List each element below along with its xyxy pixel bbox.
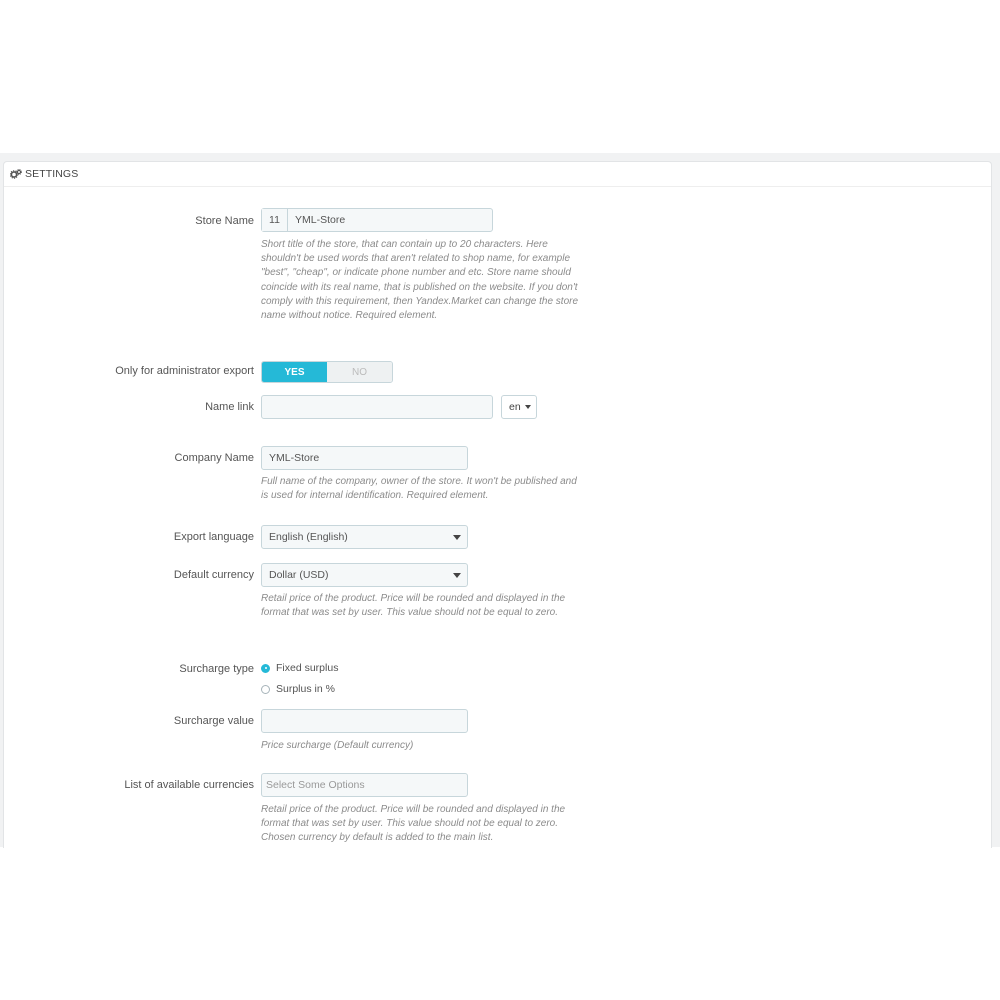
settings-panel — [3, 161, 992, 848]
caret-down-icon — [525, 405, 531, 409]
admin-export-label: Only for administrator export — [115, 365, 254, 377]
radio-unchecked-icon — [261, 685, 270, 694]
default-currency-value: Dollar (USD) — [269, 569, 329, 581]
name-link-label: Name link — [205, 401, 254, 413]
default-currency-select[interactable] — [261, 563, 468, 587]
surcharge-value-help: Price surcharge (Default currency) — [261, 740, 414, 751]
company-name-input[interactable] — [261, 446, 468, 470]
switch-no-option[interactable]: NO — [327, 362, 392, 382]
currencies-label: List of available currencies — [124, 779, 254, 791]
currencies-multiselect[interactable] — [261, 773, 468, 797]
default-currency-label: Default currency — [173, 569, 254, 581]
export-language-value: English (English) — [269, 531, 348, 543]
switch-yes-option[interactable]: YES — [262, 362, 327, 382]
radio-checked-icon — [261, 664, 270, 673]
panel-title: SETTINGS — [25, 168, 79, 180]
surcharge-type-label: Surcharge type — [179, 663, 254, 675]
export-language-select[interactable] — [261, 525, 468, 549]
page-background — [0, 153, 1000, 847]
radio-fixed-surplus[interactable] — [261, 662, 338, 674]
default-currency-help: Retail price of the product. Price will be rounded and displayed in the format that was set by user. This value should not be equal to zero. — [261, 593, 566, 619]
language-dropdown-button[interactable] — [501, 395, 537, 419]
radio-surplus-percent-label: Surplus in % — [276, 683, 335, 695]
caret-down-icon — [453, 535, 461, 540]
caret-down-icon — [453, 573, 461, 578]
admin-export-switch[interactable] — [261, 361, 393, 383]
gears-icon — [10, 169, 22, 179]
surcharge-value-label: Surcharge value — [173, 715, 254, 727]
export-language-label: Export language — [173, 531, 254, 543]
currencies-placeholder: Select Some Options — [266, 779, 365, 791]
currencies-help: Retail price of the product. Price will be rounded and displayed in the format that was set by user. This value should not be equal to zero. Chosen currency by default is added to the main list. — [261, 804, 566, 844]
company-name-label: Company Name — [174, 452, 254, 464]
radio-surplus-percent[interactable] — [261, 683, 335, 695]
company-name-value: YML-Store — [269, 452, 320, 464]
name-link-input[interactable] — [261, 395, 493, 419]
radio-fixed-surplus-label: Fixed surplus — [276, 662, 339, 674]
store-name-help: Short title of the store, that can contain up to 20 characters. Here shouldn't be used words that aren't related to shop name, for example "best", "cheap", or indicate phone number and etc. Store name should coincide with its real name, that is published on the website. If you don't comply with this requirement, then Yandex.Market can change the store name without notice. Required element. — [261, 239, 579, 322]
panel-header — [4, 162, 991, 187]
character-counter: 11 — [262, 209, 288, 231]
store-name-label: Store Name — [195, 215, 254, 227]
surcharge-value-input[interactable] — [261, 709, 468, 733]
language-code: en — [509, 401, 521, 413]
store-name-value: YML-Store — [295, 214, 346, 226]
company-name-help: Full name of the company, owner of the store. It won't be published and is used for internal identification. Required element. — [261, 476, 577, 502]
store-name-field[interactable] — [261, 208, 493, 232]
